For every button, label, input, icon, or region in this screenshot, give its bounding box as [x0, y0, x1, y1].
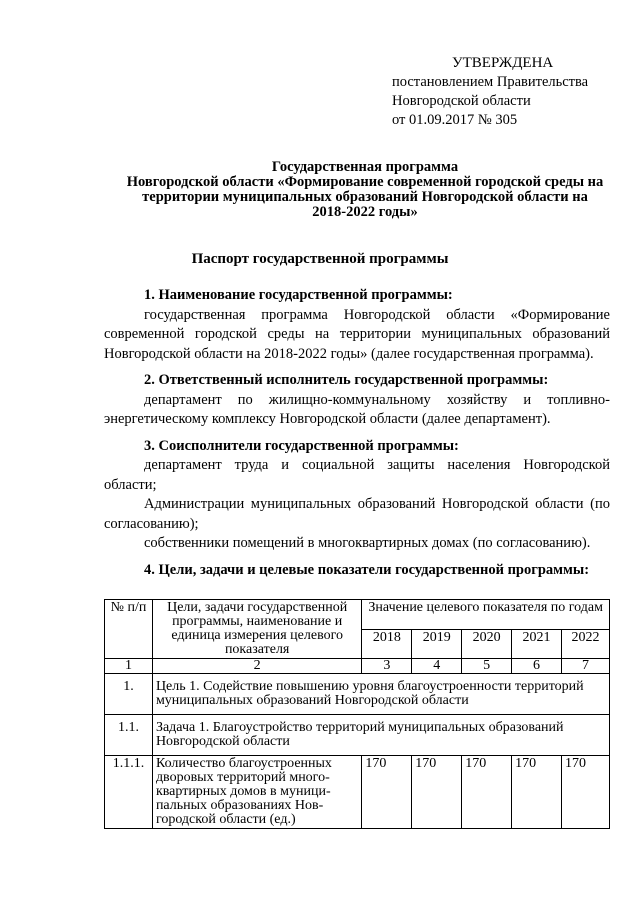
row-value: 170 [362, 756, 412, 829]
row-indicator-text: Количество благоустроенных дворовых территорий много-квартирных домов в муници-пальных образованиях Нов-городской области (ед.) [152, 756, 361, 829]
title-line-1: Государственная программа [271, 159, 459, 175]
section-3-title: 3. Соисполнители государственной программы: [144, 437, 459, 454]
approval-line-3: от 01.09.2017 № 305 [392, 112, 518, 128]
header-goal: Цели, задачи государственной программы, наименование и единица измерения целевого показателя [152, 600, 361, 659]
row-number: 1.1.1. [105, 756, 153, 829]
header-year: 2020 [462, 629, 512, 659]
section-3-para-2: Администрации муниципальных образований Новгородской области (по согласованию); [104, 496, 610, 532]
table-row [105, 756, 610, 829]
column-index: 3 [362, 659, 412, 674]
section-4-title: 4. Цели, задачи и целевые показатели государственной программы: [144, 561, 590, 578]
passport-heading: Паспорт государственной программы [191, 251, 449, 267]
row-goal-text: Цель 1. Содействие повышению уровня благоустроенности территорий муниципальных образований Новгородской области [152, 674, 609, 715]
header-year: 2019 [412, 629, 462, 659]
column-index: 6 [512, 659, 562, 674]
row-number: 1. [105, 674, 153, 715]
passport-content [104, 286, 610, 580]
column-index: 7 [562, 659, 610, 674]
row-value: 170 [512, 756, 562, 829]
row-value: 170 [462, 756, 512, 829]
approval-head: УТВЕРЖДЕНА [452, 55, 554, 71]
row-number: 1.1. [105, 715, 153, 756]
document-title [100, 160, 630, 220]
section-3-para-1: департамент труда и социальной защиты населения Новгородской области; [104, 457, 610, 493]
section-2-text: департамент по жилищно-коммунальному хозяйству и топливно-энергетическому комплексу Новгородской области (далее департамент). [104, 391, 610, 427]
table-row [105, 674, 610, 715]
section-1-title: 1. Наименование государственной программы: [144, 287, 453, 303]
approval-line-1: постановлением Правительства [392, 74, 589, 90]
section-3-para-3: собственники помещений в многоквартирных домах (по согласованию). [144, 535, 591, 551]
column-index-row [105, 659, 610, 674]
header-values: Значение целевого показателя по годам [362, 600, 610, 630]
header-year: 2021 [512, 629, 562, 659]
title-line-3: территории муниципальных образований Новгородской области на [142, 189, 588, 205]
approval-stamp [392, 54, 632, 130]
column-index: 2 [152, 659, 361, 674]
column-index: 4 [412, 659, 462, 674]
row-value: 170 [562, 756, 610, 829]
title-line-2: Новгородской области «Формирование современной городской среды на [126, 174, 604, 190]
row-task-text: Задача 1. Благоустройство территорий муниципальных образований Новгородской области [152, 715, 609, 756]
approval-line-2: Новгородской области [392, 93, 531, 109]
goals-table [104, 599, 610, 829]
column-index: 1 [105, 659, 153, 674]
title-line-4: 2018-2022 годы» [312, 204, 418, 220]
column-index: 5 [462, 659, 512, 674]
section-1-text: государственная программа Новгородской области «Формирование современной городской среды на территории муниципальных образований Новгородской области на 2018-2022 годы» (далее государственная программа). [104, 306, 610, 362]
header-year: 2018 [362, 629, 412, 659]
header-year: 2022 [562, 629, 610, 659]
section-2-title: 2. Ответственный исполнитель государственной программы: [144, 372, 549, 388]
header-number: № п/п [105, 600, 153, 659]
row-value: 170 [412, 756, 462, 829]
table-row [105, 715, 610, 756]
